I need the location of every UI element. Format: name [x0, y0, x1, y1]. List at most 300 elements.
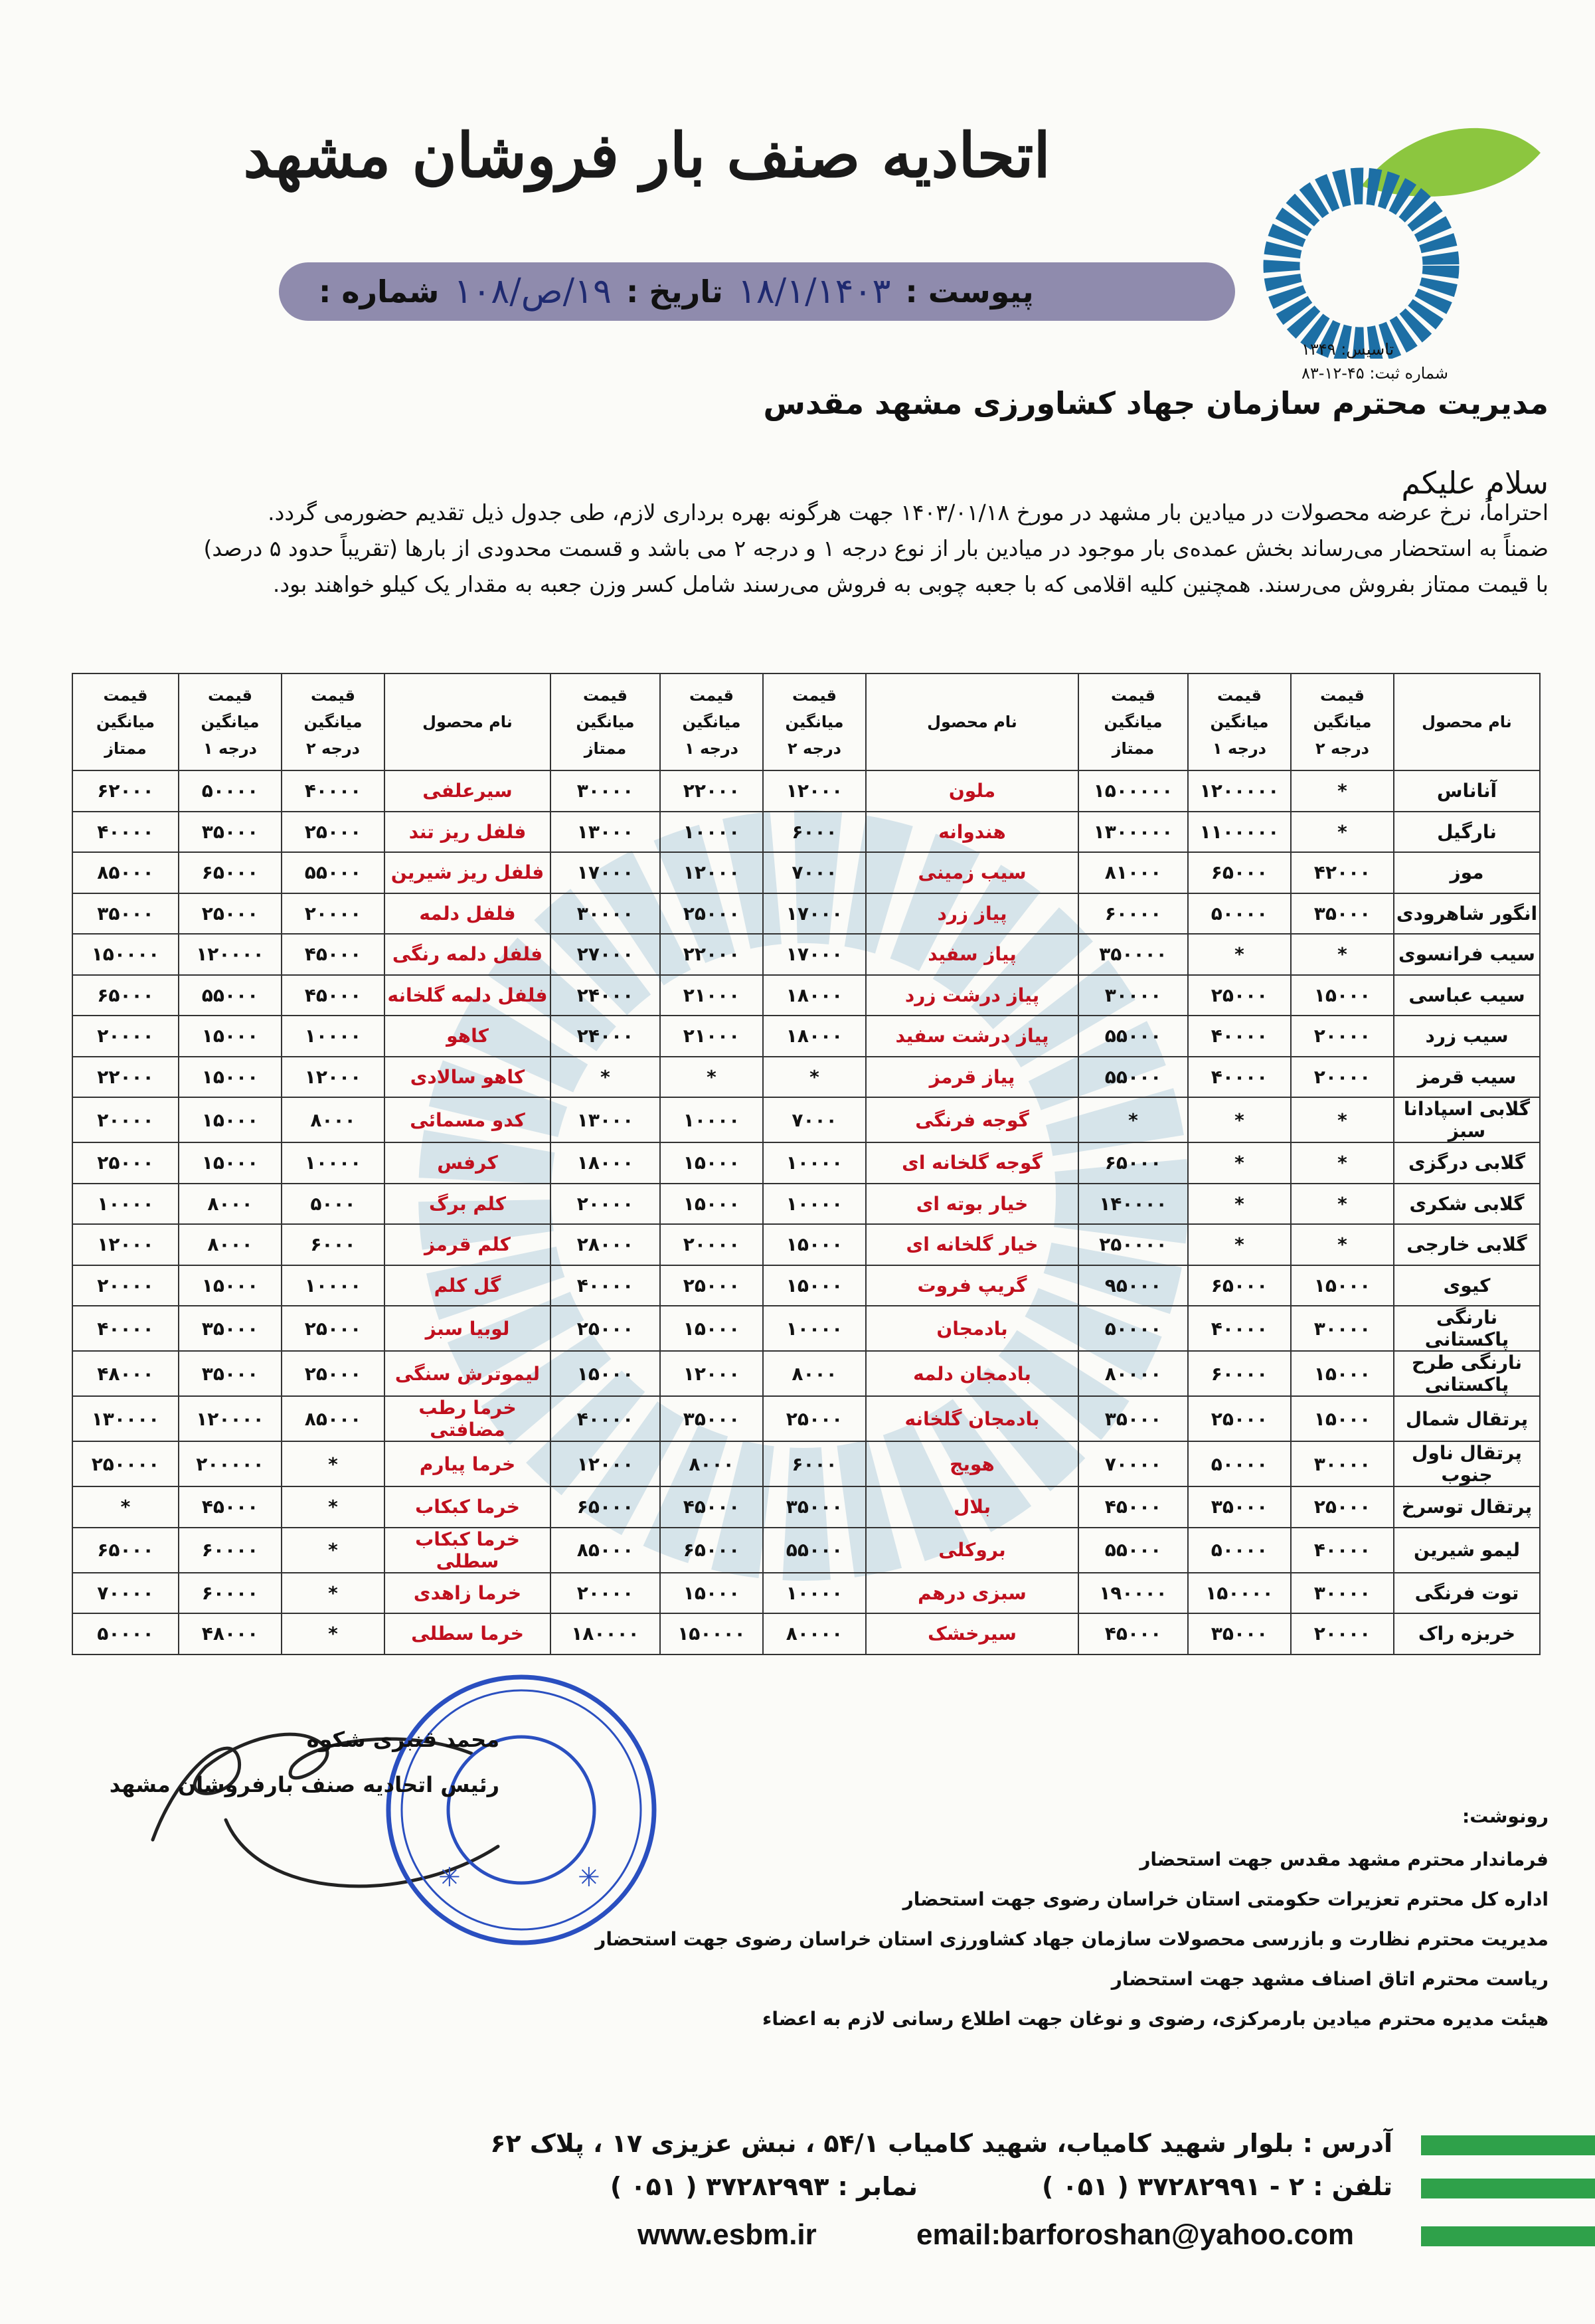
column-header-price: قیمت میانگین درجه ۱: [660, 673, 763, 770]
price-cell: ۵۰۰۰۰: [72, 1613, 179, 1654]
product-name-cell: کیوی: [1394, 1265, 1540, 1306]
addressee: مدیریت محترم سازمان جهاد کشاورزی مشهد مقدس: [763, 385, 1549, 421]
price-cell: ۲۵۰۰۰۰: [72, 1441, 179, 1486]
product-name-cell: نارنگی پاکستانی: [1394, 1306, 1540, 1351]
price-cell: ۱۵۰۰۰: [1291, 1396, 1394, 1441]
price-cell: ۱۷۰۰۰: [550, 852, 660, 893]
price-cell: ۳۵۰۰۰: [763, 1486, 866, 1528]
footer-website[interactable]: www.esbm.ir: [637, 2218, 817, 2251]
product-name-cell: سیب زرد: [1394, 1016, 1540, 1057]
price-cell: ۱۲۰۰۰۰۰: [1188, 770, 1291, 812]
price-cell: ۶۰۰۰۰: [179, 1528, 282, 1573]
column-header-price: قیمت میانگین درجه ۲: [282, 673, 384, 770]
price-cell: ۱۰۰۰۰: [282, 1142, 384, 1184]
product-name-cell: لیمو شیرین: [1394, 1528, 1540, 1573]
price-cell: ۱۵۰۰۰۰۰: [1078, 770, 1188, 812]
footer-accent-bar: [1421, 2135, 1595, 2155]
body-line: با قیمت ممتاز بفروش می‌رسند. همچنین کلیه اقلامی که با جعبه چوبی به فروش می‌رسند شامل کسر وزن جعبه به مقدار یک کیلو خواهند بود.: [272, 571, 1549, 597]
cc-list: [595, 1840, 1549, 2039]
product-name-cell: خرما کبکاب سطلی: [384, 1528, 550, 1573]
product-name-cell: بادمجان: [866, 1306, 1078, 1351]
price-cell: ۲۵۰۰۰۰: [1078, 1224, 1188, 1265]
price-cell: ۱۸۰۰۰: [763, 1016, 866, 1057]
product-name-cell: فلفل دلمه رنگی: [384, 934, 550, 975]
price-cell: *: [763, 1057, 866, 1098]
price-cell: *: [1291, 812, 1394, 853]
product-name-cell: سبزی درهم: [866, 1573, 1078, 1614]
table-row: [72, 934, 1540, 975]
product-name-cell: سیرعلفی: [384, 770, 550, 812]
product-name-cell: گلابی شکری: [1394, 1184, 1540, 1225]
price-cell: *: [1078, 1097, 1188, 1142]
product-name-cell: نارنگی طرح پاکستانی: [1394, 1351, 1540, 1396]
price-cell: ۵۵۰۰۰: [1078, 1016, 1188, 1057]
cc-item: اداره کل محترم تعزیرات حکومتی استان خراسان رضوی جهت استحضار: [902, 1888, 1549, 1910]
price-cell: ۱۳۰۰۰۰۰: [1078, 812, 1188, 853]
cc-title: رونوشت:: [1462, 1805, 1549, 1827]
price-cell: *: [282, 1528, 384, 1573]
number-value: ۱۹/ص/۱۰۸: [454, 272, 612, 312]
product-name-cell: پیاز زرد: [866, 893, 1078, 935]
price-cell: ۴۰۰۰۰: [72, 1306, 179, 1351]
number-label: شماره :: [319, 274, 440, 310]
price-cell: ۳۵۰۰۰: [1078, 1396, 1188, 1441]
product-name-cell: گل کلم: [384, 1265, 550, 1306]
price-cell: ۳۵۰۰۰: [179, 1306, 282, 1351]
column-header-product: نام محصول: [866, 673, 1078, 770]
product-name-cell: گوجه گلخانه ای: [866, 1142, 1078, 1184]
product-name-cell: هندوانه: [866, 812, 1078, 853]
price-cell: ۶۵۰۰۰: [550, 1486, 660, 1528]
column-header-price: قیمت میانگین ممتاز: [550, 673, 660, 770]
union-title: اتحادیه صنف بار فروشان مشهد: [243, 120, 1050, 191]
price-cell: ۳۵۰۰۰: [72, 893, 179, 935]
product-name-cell: سیب زمینی: [866, 852, 1078, 893]
price-cell: ۲۵۰۰۰: [1188, 1396, 1291, 1441]
price-cell: *: [1291, 934, 1394, 975]
price-cell: ۸۰۰۰: [282, 1097, 384, 1142]
product-name-cell: گلابی خارجی: [1394, 1224, 1540, 1265]
price-cell: ۱۹۰۰۰۰: [1078, 1573, 1188, 1614]
price-cell: ۱۵۰۰۰: [179, 1142, 282, 1184]
price-cell: ۸۱۰۰۰: [1078, 852, 1188, 893]
column-header-price: قیمت میانگین درجه ۱: [1188, 673, 1291, 770]
table-row: [72, 852, 1540, 893]
price-cell: ۶۰۰۰: [763, 812, 866, 853]
footer-accent-bar: [1421, 2226, 1595, 2246]
price-cell: *: [1291, 1097, 1394, 1142]
price-cell: ۸۵۰۰۰: [550, 1528, 660, 1573]
price-cell: ۱۵۰۰۰: [550, 1351, 660, 1396]
price-cell: ۲۰۰۰۰: [72, 1097, 179, 1142]
price-cell: ۶۵۰۰۰: [1188, 852, 1291, 893]
product-name-cell: خرما سطلی: [384, 1613, 550, 1654]
table-row: [72, 812, 1540, 853]
product-name-cell: گلابی درگزی: [1394, 1142, 1540, 1184]
product-name-cell: فلفل ریز تند: [384, 812, 550, 853]
price-cell: ۸۵۰۰۰: [282, 1396, 384, 1441]
product-name-cell: خرما زاهدی: [384, 1573, 550, 1614]
table-row: [72, 1265, 1540, 1306]
price-cell: ۱۴۰۰۰۰: [1078, 1184, 1188, 1225]
price-cell: ۱۰۰۰۰: [282, 1016, 384, 1057]
price-cell: *: [660, 1057, 763, 1098]
price-cell: *: [282, 1486, 384, 1528]
product-name-cell: پیاز درشت زرد: [866, 975, 1078, 1016]
price-table: [72, 673, 1541, 1655]
product-name-cell: پرتقال ناول جنوب: [1394, 1441, 1540, 1486]
product-name-cell: پیاز قرمز: [866, 1057, 1078, 1098]
price-cell: ۱۵۰۰۰: [1291, 975, 1394, 1016]
product-name-cell: لیموترش سنگی: [384, 1351, 550, 1396]
price-cell: *: [1291, 1224, 1394, 1265]
price-cell: ۱۰۰۰۰: [763, 1573, 866, 1614]
price-cell: ۲۵۰۰۰: [282, 1306, 384, 1351]
table-row: [72, 1573, 1540, 1614]
svg-text:✳: ✳: [438, 1862, 461, 1893]
founded-year: تاسیس: ۱۳۴۹: [1301, 340, 1394, 359]
price-cell: ۲۲۰۰۰: [660, 770, 763, 812]
product-name-cell: پرتقال توسرخ: [1394, 1486, 1540, 1528]
price-cell: ۸۰۰۰۰: [763, 1613, 866, 1654]
price-cell: *: [1291, 1142, 1394, 1184]
footer-accent-bar: [1421, 2179, 1595, 2198]
price-cell: ۶۰۰۰۰: [1188, 1351, 1291, 1396]
product-name-cell: کاهو سالادی: [384, 1057, 550, 1098]
price-cell: *: [1188, 1142, 1291, 1184]
price-cell: ۳۵۰۰۰: [179, 812, 282, 853]
price-cell: ۱۰۰۰۰: [660, 1097, 763, 1142]
price-cell: ۱۵۰۰۰۰: [72, 934, 179, 975]
table-row: [72, 1097, 1540, 1142]
product-name-cell: پیاز سفید: [866, 934, 1078, 975]
price-cell: ۱۰۰۰۰: [282, 1265, 384, 1306]
product-name-cell: فلفل دلمه گلخانه: [384, 975, 550, 1016]
svg-text:✳: ✳: [578, 1862, 600, 1893]
product-name-cell: کلم قرمز: [384, 1224, 550, 1265]
price-cell: ۱۵۰۰۰۰: [660, 1613, 763, 1654]
product-name-cell: گوجه فرنگی: [866, 1097, 1078, 1142]
price-cell: ۴۰۰۰۰: [1188, 1016, 1291, 1057]
product-name-cell: خرما پیارم: [384, 1441, 550, 1486]
price-cell: ۴۰۰۰۰: [1291, 1528, 1394, 1573]
product-name-cell: سیرخشک: [866, 1613, 1078, 1654]
table-row: [72, 1351, 1540, 1396]
price-cell: *: [282, 1441, 384, 1486]
price-cell: ۲۵۰۰۰: [72, 1142, 179, 1184]
logo-ring: [1282, 186, 1441, 345]
price-cell: ۸۰۰۰: [763, 1351, 866, 1396]
product-name-cell: بروکلی: [866, 1528, 1078, 1573]
price-cell: *: [282, 1573, 384, 1614]
price-cell: ۱۸۰۰۰: [763, 975, 866, 1016]
price-cell: ۵۵۰۰۰: [179, 975, 282, 1016]
product-name-cell: خرما رطب مضافتی: [384, 1396, 550, 1441]
price-cell: ۲۸۰۰۰: [550, 1224, 660, 1265]
table-row: [72, 975, 1540, 1016]
price-cell: ۷۰۰۰: [763, 1097, 866, 1142]
price-cell: ۲۰۰۰۰: [282, 893, 384, 935]
price-cell: *: [1291, 1184, 1394, 1225]
price-cell: ۲۵۰۰۰: [660, 1265, 763, 1306]
price-cell: *: [1188, 1184, 1291, 1225]
price-cell: ۳۰۰۰۰: [1291, 1306, 1394, 1351]
price-cell: ۴۲۰۰۰: [1291, 852, 1394, 893]
price-cell: ۳۰۰۰۰: [1078, 975, 1188, 1016]
price-cell: ۶۰۰۰: [763, 1441, 866, 1486]
price-cell: ۵۵۰۰۰: [1078, 1528, 1188, 1573]
price-cell: ۱۵۰۰۰: [179, 1016, 282, 1057]
column-header-price: قیمت میانگین ممتاز: [72, 673, 179, 770]
price-cell: ۱۲۰۰۰۰: [179, 934, 282, 975]
product-name-cell: توت فرنگی: [1394, 1573, 1540, 1614]
price-cell: ۱۷۰۰۰: [763, 893, 866, 935]
product-name-cell: کاهو: [384, 1016, 550, 1057]
price-cell: ۵۵۰۰۰: [282, 852, 384, 893]
product-name-cell: کرفس: [384, 1142, 550, 1184]
table-row: [72, 1306, 1540, 1351]
price-cell: ۱۵۰۰۰: [1291, 1351, 1394, 1396]
price-cell: ۲۵۰۰۰: [282, 812, 384, 853]
cc-item: مدیریت محترم نظارت و بازرسی محصولات سازمان جهاد کشاورزی استان خراسان رضوی جهت استحضار: [595, 1928, 1549, 1950]
product-name-cell: فلفل دلمه: [384, 893, 550, 935]
price-cell: ۸۰۰۰: [179, 1184, 282, 1225]
price-cell: ۱۲۰۰۰: [72, 1224, 179, 1265]
product-name-cell: آناناس: [1394, 770, 1540, 812]
product-name-cell: بلال: [866, 1486, 1078, 1528]
price-cell: *: [1291, 770, 1394, 812]
price-cell: ۲۰۰۰۰: [1291, 1016, 1394, 1057]
price-cell: ۳۵۰۰۰: [1188, 1613, 1291, 1654]
price-cell: ۱۰۰۰۰: [660, 812, 763, 853]
price-cell: *: [72, 1486, 179, 1528]
price-cell: ۱۰۰۰۰: [72, 1184, 179, 1225]
product-name-cell: پیاز درشت سفید: [866, 1016, 1078, 1057]
price-cell: ۲۲۰۰۰: [660, 934, 763, 975]
product-name-cell: لوبیا سبز: [384, 1306, 550, 1351]
attachment-label: پیوست :: [905, 274, 1034, 310]
price-cell: ۳۵۰۰۰: [660, 1396, 763, 1441]
table-row: [72, 1486, 1540, 1528]
column-header-price: قیمت میانگین ممتاز: [1078, 673, 1188, 770]
price-cell: ۱۲۰۰۰: [550, 1441, 660, 1486]
price-cell: ۱۵۰۰۰: [660, 1184, 763, 1225]
price-cell: ۶۵۰۰۰: [1188, 1265, 1291, 1306]
product-name-cell: سیب فرانسوی: [1394, 934, 1540, 975]
body-line: ضمناً به استحضار می‌رساند بخش عمده‌ی بار موجود در میادین بار از نوع درجه ۱ و درجه ۲ می باشد و قسمت محدودی از بارها (تقریباً حدود ۵ درصد): [203, 535, 1549, 561]
product-name-cell: هویج: [866, 1441, 1078, 1486]
footer-address: آدرس : بلوار شهید کامیاب، شهید کامیاب ۵۴/۱ ، نبش عزیزی ۱۷ ، پلاک ۶۲: [490, 2129, 1392, 2158]
table-row: [72, 1057, 1540, 1098]
price-cell: ۳۵۰۰۰: [179, 1351, 282, 1396]
price-cell: ۲۵۰۰۰: [179, 893, 282, 935]
product-name-cell: بادمجان دلمه: [866, 1351, 1078, 1396]
price-cell: ۵۰۰۰۰: [179, 770, 282, 812]
price-cell: ۲۵۰۰۰: [660, 893, 763, 935]
table-row: [72, 1528, 1540, 1573]
price-cell: ۳۵۰۰۰: [1188, 1486, 1291, 1528]
price-cell: ۴۰۰۰۰: [1188, 1057, 1291, 1098]
table-row: [72, 1396, 1540, 1441]
price-cell: ۸۵۰۰۰: [72, 852, 179, 893]
price-cell: ۸۰۰۰: [660, 1441, 763, 1486]
price-cell: ۱۵۰۰۰: [660, 1306, 763, 1351]
price-cell: ۶۵۰۰۰: [179, 852, 282, 893]
price-cell: ۲۱۰۰۰: [660, 975, 763, 1016]
price-cell: ۴۵۰۰۰: [1078, 1486, 1188, 1528]
price-cell: ۲۷۰۰۰: [550, 934, 660, 975]
price-cell: ۲۴۰۰۰: [550, 975, 660, 1016]
price-cell: ۳۰۰۰۰: [550, 770, 660, 812]
price-cell: ۶۰۰۰۰: [1078, 893, 1188, 935]
price-cell: ۱۵۰۰۰: [660, 1573, 763, 1614]
letter-body: [48, 495, 1549, 602]
union-logo: [1262, 106, 1547, 359]
price-cell: ۲۰۰۰۰۰: [179, 1441, 282, 1486]
price-cell: ۵۰۰۰۰: [1188, 1441, 1291, 1486]
price-cell: ۴۰۰۰۰: [550, 1265, 660, 1306]
product-name-cell: خیار بوته ای: [866, 1184, 1078, 1225]
cc-item: فرماندار محترم مشهد مقدس جهت استحضار: [1139, 1848, 1549, 1870]
price-cell: ۱۵۰۰۰: [179, 1097, 282, 1142]
price-cell: ۵۰۰۰۰: [1078, 1306, 1188, 1351]
price-cell: ۵۵۰۰۰: [763, 1528, 866, 1573]
price-cell: ۴۸۰۰۰: [179, 1613, 282, 1654]
price-cell: ۱۱۰۰۰۰۰: [1188, 812, 1291, 853]
product-name-cell: کدو مسمائی: [384, 1097, 550, 1142]
price-cell: ۷۰۰۰۰: [1078, 1441, 1188, 1486]
price-cell: ۳۰۰۰۰: [550, 893, 660, 935]
price-cell: *: [1188, 934, 1291, 975]
price-cell: ۱۳۰۰۰: [550, 1097, 660, 1142]
price-cell: ۳۰۰۰۰: [1291, 1441, 1394, 1486]
price-cell: ۴۵۰۰۰: [282, 934, 384, 975]
price-cell: ۱۷۰۰۰: [763, 934, 866, 975]
price-cell: ۶۵۰۰۰: [72, 1528, 179, 1573]
product-name-cell: کلم برگ: [384, 1184, 550, 1225]
date-label: تاریخ :: [626, 274, 723, 310]
product-name-cell: ملون: [866, 770, 1078, 812]
price-cell: ۱۸۰۰۰۰: [550, 1613, 660, 1654]
price-cell: ۲۰۰۰۰: [72, 1265, 179, 1306]
product-name-cell: موز: [1394, 852, 1540, 893]
column-header-product: نام محصول: [1394, 673, 1540, 770]
price-cell: ۵۰۰۰۰: [1188, 893, 1291, 935]
cc-item: ریاست محترم اتاق اصناف مشهد جهت استحضار: [1111, 1968, 1549, 1990]
price-cell: ۶۵۰۰۰: [72, 975, 179, 1016]
price-cell: ۱۸۰۰۰: [550, 1142, 660, 1184]
price-cell: ۱۰۰۰۰: [763, 1142, 866, 1184]
greeting: سلام علیکم: [1401, 465, 1549, 501]
price-cell: ۱۵۰۰۰: [763, 1265, 866, 1306]
price-cell: ۴۵۰۰۰: [660, 1486, 763, 1528]
price-cell: ۱۲۰۰۰: [282, 1057, 384, 1098]
table-row: [72, 1224, 1540, 1265]
table-row: [72, 770, 1540, 812]
price-cell: ۱۲۰۰۰: [660, 1351, 763, 1396]
price-cell: ۷۰۰۰: [763, 852, 866, 893]
footer-email[interactable]: email:barforoshan@yahoo.com: [916, 2218, 1355, 2251]
price-cell: ۲۰۰۰۰: [550, 1184, 660, 1225]
price-cell: ۲۵۰۰۰: [282, 1351, 384, 1396]
price-cell: ۱۲۰۰۰: [660, 852, 763, 893]
cc-item: هیئت مدیره محترم میادین بارمرکزی، رضوی و نوغان جهت اطلاع رسانی لازم به اعضاء: [762, 2008, 1549, 2030]
price-cell: ۷۰۰۰۰: [72, 1573, 179, 1614]
price-cell: ۲۰۰۰۰: [660, 1224, 763, 1265]
price-cell: ۲۰۰۰۰: [550, 1573, 660, 1614]
price-cell: ۱۵۰۰۰: [179, 1057, 282, 1098]
price-cell: ۲۵۰۰۰: [1291, 1486, 1394, 1528]
product-name-cell: انگور شاهرودی: [1394, 893, 1540, 935]
price-cell: ۴۵۰۰۰: [1078, 1613, 1188, 1654]
column-header-price: قیمت میانگین درجه ۲: [1291, 673, 1394, 770]
price-cell: ۴۰۰۰۰: [282, 770, 384, 812]
price-cell: ۱۰۰۰۰: [763, 1184, 866, 1225]
price-cell: ۲۰۰۰۰: [1291, 1613, 1394, 1654]
price-cell: ۲۱۰۰۰: [660, 1016, 763, 1057]
footer-fax: نمابر : ۳۷۲۸۲۹۹۳ ( ۰۵۱ ): [610, 2172, 918, 2201]
price-cell: ۶۲۰۰۰: [72, 770, 179, 812]
price-cell: ۹۵۰۰۰: [1078, 1265, 1188, 1306]
product-name-cell: فلفل ریز شیرین: [384, 852, 550, 893]
price-cell: ۲۰۰۰۰: [1291, 1057, 1394, 1098]
table-row: [72, 1441, 1540, 1486]
table-row: [72, 1016, 1540, 1057]
price-cell: ۵۰۰۰۰: [1188, 1528, 1291, 1573]
product-name-cell: خیار گلخانه ای: [866, 1224, 1078, 1265]
reference-bar: [279, 262, 1235, 321]
price-cell: ۲۰۰۰۰: [72, 1016, 179, 1057]
product-name-cell: خربزه راک: [1394, 1613, 1540, 1654]
product-name-cell: پرتقال شمال: [1394, 1396, 1540, 1441]
table-row: [72, 893, 1540, 935]
price-cell: ۵۰۰۰: [282, 1184, 384, 1225]
price-cell: ۲۵۰۰۰: [550, 1306, 660, 1351]
price-cell: ۲۵۰۰۰: [1188, 975, 1291, 1016]
product-name-cell: گلابی اسپادانا سبز: [1394, 1097, 1540, 1142]
price-cell: ۱۳۰۰۰: [550, 812, 660, 853]
column-header-product: نام محصول: [384, 673, 550, 770]
price-cell: ۴۰۰۰۰: [72, 812, 179, 853]
price-cell: ۱۵۰۰۰: [1291, 1265, 1394, 1306]
table-row: [72, 1613, 1540, 1654]
product-name-cell: خرما کبکاب: [384, 1486, 550, 1528]
price-cell: ۱۵۰۰۰: [660, 1142, 763, 1184]
date-value: ۱۸/۱/۱۴۰۳: [737, 272, 891, 312]
column-header-price: قیمت میانگین درجه ۲: [763, 673, 866, 770]
product-name-cell: سیب عباسی: [1394, 975, 1540, 1016]
price-cell: *: [550, 1057, 660, 1098]
signer-title: رئیس اتحادیه صنف بارفروشان مشهد: [109, 1772, 499, 1797]
price-cell: ۱۲۰۰۰۰: [179, 1396, 282, 1441]
table-header-row: [72, 673, 1540, 770]
price-cell: ۱۵۰۰۰: [179, 1265, 282, 1306]
column-header-price: قیمت میانگین درجه ۱: [179, 673, 282, 770]
table-row: [72, 1142, 1540, 1184]
price-cell: ۶۰۰۰۰: [179, 1573, 282, 1614]
price-cell: ۴۵۰۰۰: [282, 975, 384, 1016]
price-cell: ۱۵۰۰۰۰: [1188, 1573, 1291, 1614]
price-cell: ۶۰۰۰: [282, 1224, 384, 1265]
price-cell: ۱۰۰۰۰: [763, 1306, 866, 1351]
price-cell: ۴۸۰۰۰: [72, 1351, 179, 1396]
product-name-cell: نارگیل: [1394, 812, 1540, 853]
footer-phone: تلفن : ۲ - ۳۷۲۸۲۹۹۱ ( ۰۵۱ ): [1042, 2172, 1392, 2201]
price-cell: ۱۲۰۰۰: [763, 770, 866, 812]
price-cell: ۲۲۰۰۰: [72, 1057, 179, 1098]
price-cell: ۳۰۰۰۰: [1291, 1573, 1394, 1614]
price-cell: ۴۰۰۰۰: [550, 1396, 660, 1441]
